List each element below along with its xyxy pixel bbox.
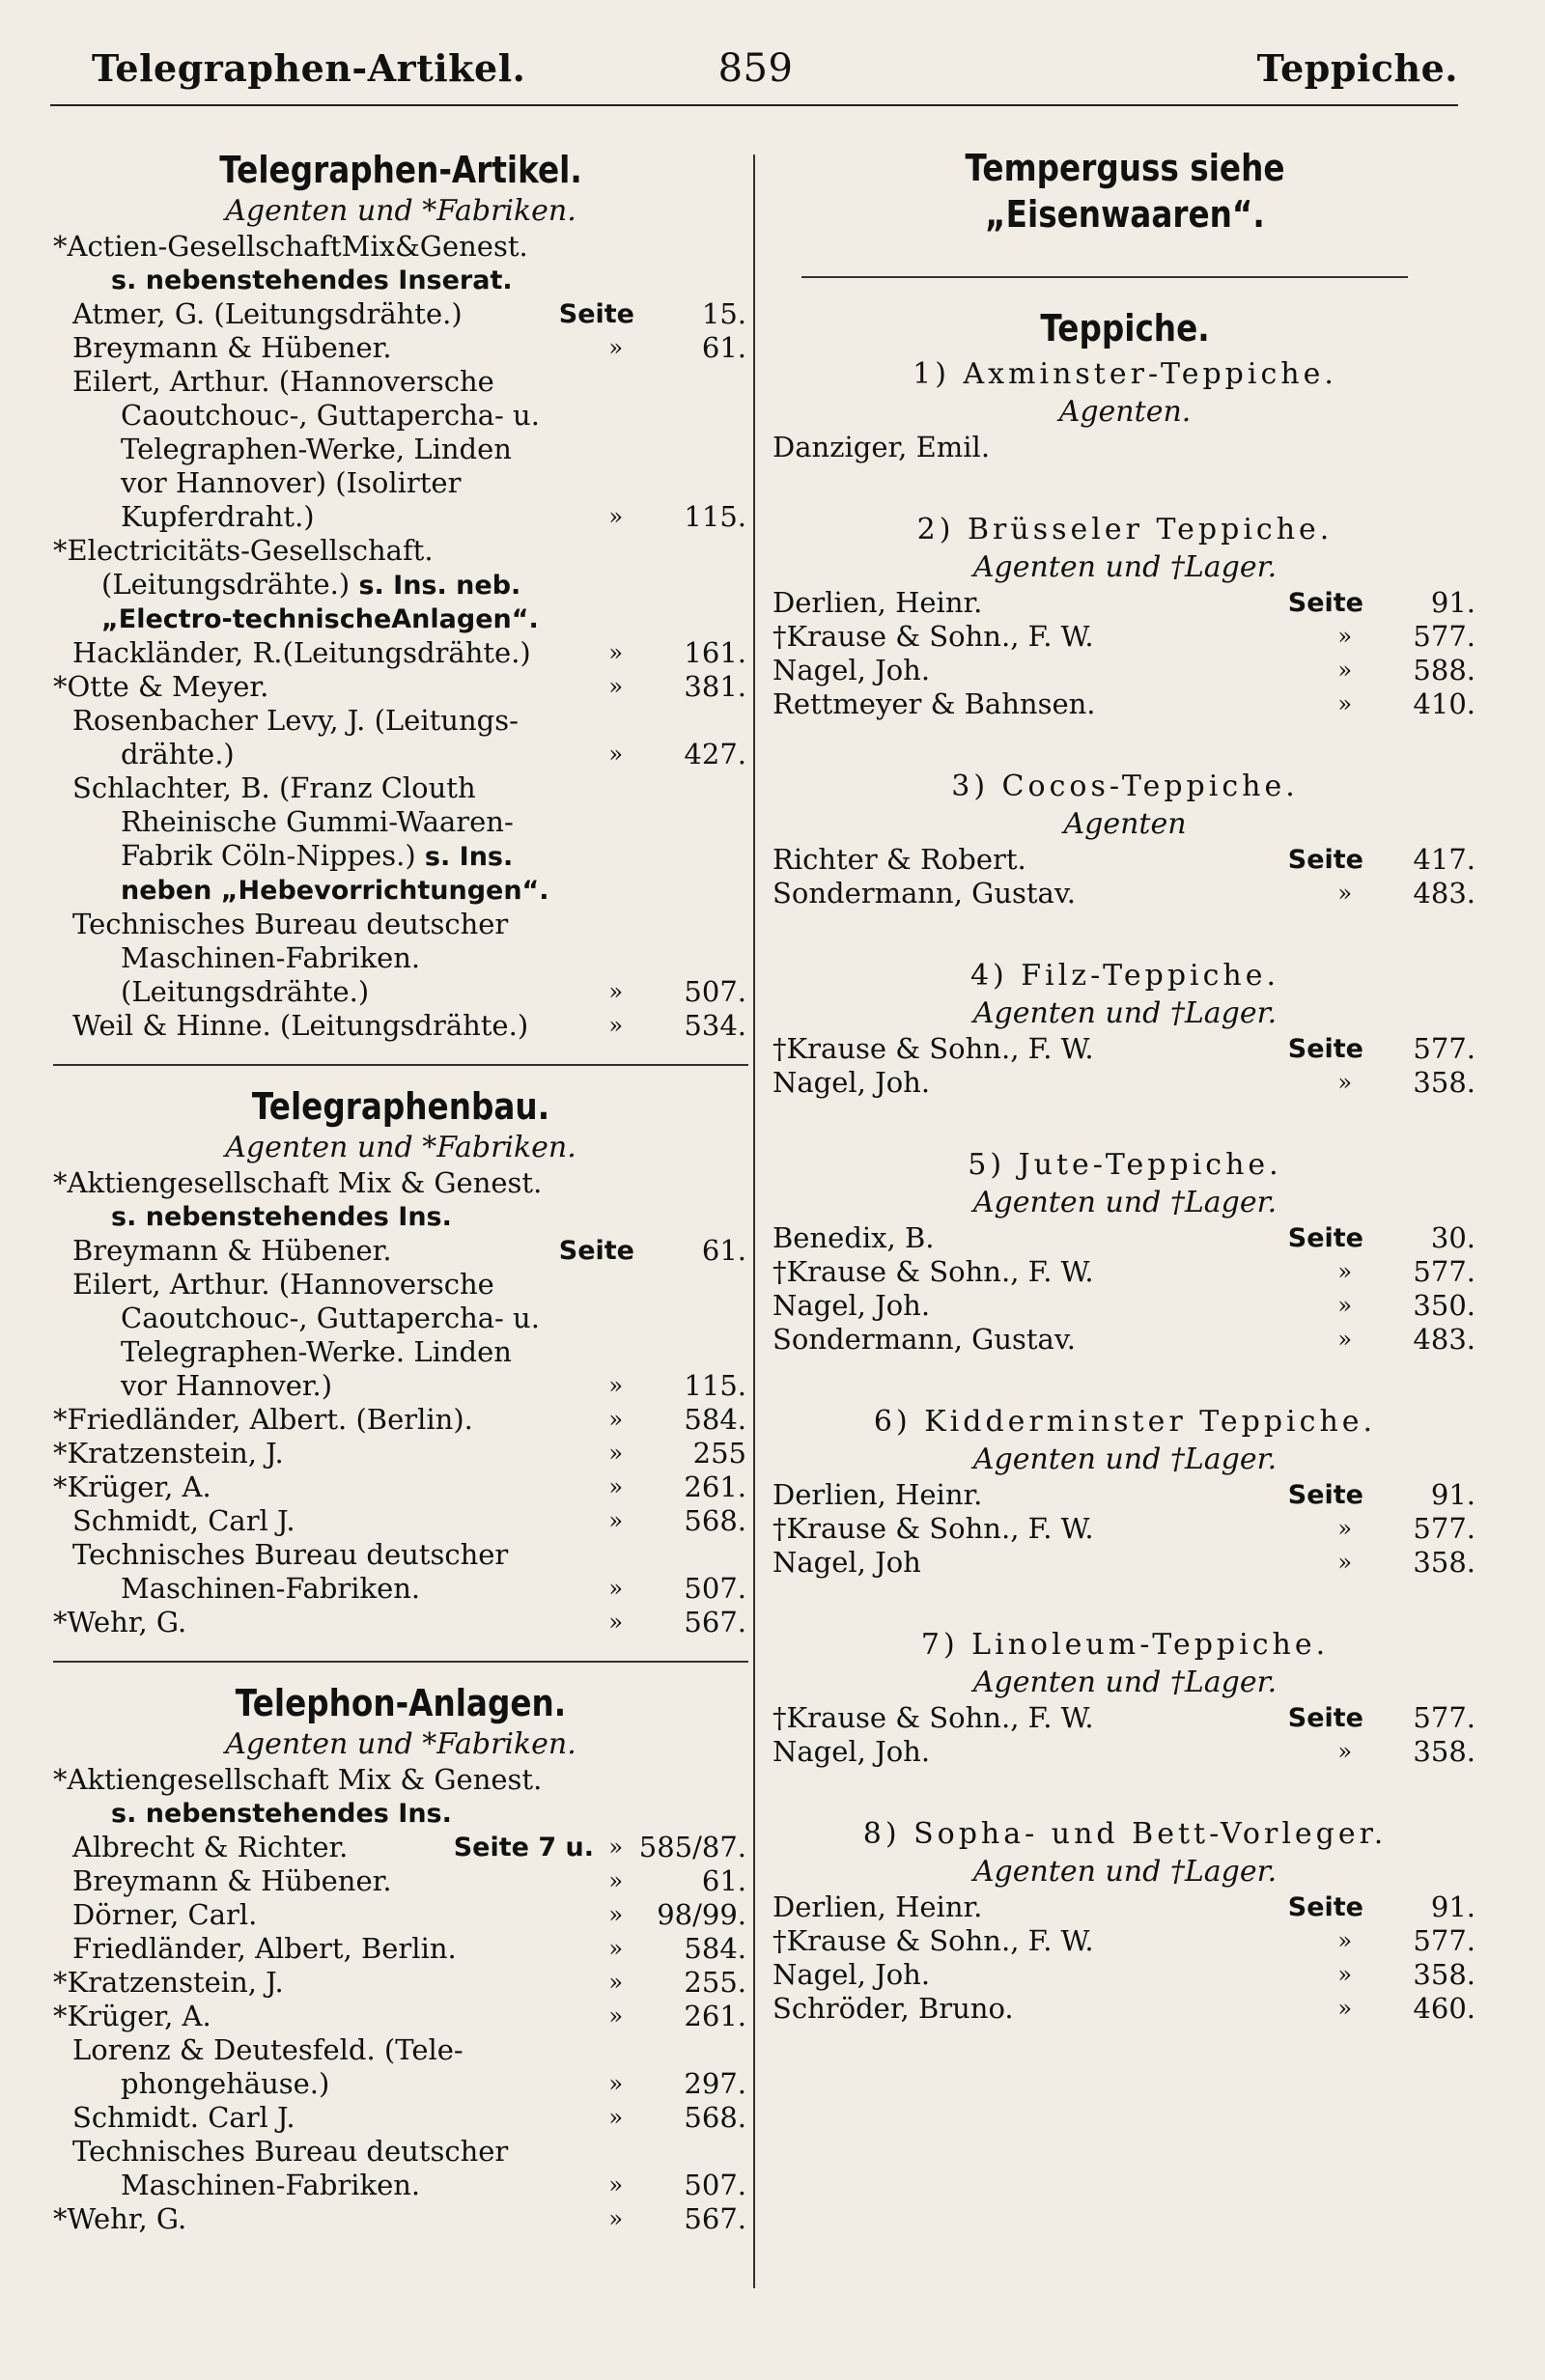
list-item: Nagel, Joh. » 358.	[772, 1958, 1475, 1991]
page-number: 859	[717, 46, 794, 91]
subsection-title: 6) Kidderminster Teppiche.	[873, 1405, 1377, 1439]
page-ref: 483.	[1413, 877, 1475, 910]
page-ref: 577.	[1413, 1032, 1475, 1065]
insert-note: s. Ins. neb.	[358, 571, 521, 601]
list-item: †Krause & Sohn., F. W. » 577.	[772, 620, 1475, 653]
subsection-title: 4) Filz-Teppiche.	[969, 959, 1280, 993]
page-ref: 61.	[701, 1234, 746, 1267]
page-ref: 588.	[1413, 654, 1475, 686]
section-legend: Agenten und †Lager.	[972, 996, 1278, 1030]
list-item: Atmer, G. (Leitungsdrähte.) Seite 15.	[72, 297, 746, 330]
left-column	[53, 143, 748, 2236]
section-legend: Agenten und *Fabriken.	[225, 1131, 576, 1164]
ditto-mark: »	[608, 2070, 623, 2097]
list-item: Weil & Hinne. (Leitungsdrähte.) » 534.	[72, 1009, 746, 1042]
section-telegraphenbau	[53, 1083, 748, 1639]
list-item: *Electricitäts-Gesellschaft. (Leitungsdrähte.) s. Ins. neb. „Electro-technischeAnlagen“.	[53, 534, 748, 636]
section-telephon-anlagen	[53, 1680, 748, 2236]
page-ref: 98/99.	[657, 1898, 746, 1931]
ditto-mark: »	[1337, 657, 1352, 684]
list-item: Rosenbacher Levy, J. (Leitungs- drähte.) » 427.	[72, 704, 746, 770]
list-item: Sondermann, Gustav. » 483.	[772, 1323, 1475, 1356]
page-ref: 507.	[684, 975, 746, 1008]
ditto-mark: »	[608, 1609, 623, 1636]
ditto-mark: »	[1337, 1515, 1352, 1542]
page-ref: 585/87.	[638, 1831, 746, 1863]
ditto-mark: »	[1337, 623, 1352, 650]
list-item: Sondermann, Gustav. » 483.	[772, 877, 1475, 910]
page-ref: 410.	[1413, 687, 1475, 720]
seite-label: Seite	[1287, 1703, 1363, 1733]
ditto-mark: »	[608, 1969, 623, 1996]
page-ref: 534.	[684, 1009, 746, 1042]
ditto-mark: »	[608, 2104, 623, 2131]
list-item: Schmidt, Carl J. » 568.	[72, 1504, 746, 1537]
list-item: Breymann & Hübener. » 61.	[72, 1864, 746, 1897]
ditto-mark: »	[608, 1473, 623, 1500]
page-ref: 91.	[1430, 1478, 1475, 1511]
list-item: Hackländer, R.(Leitungsdrähte.) » 161.	[72, 636, 746, 669]
ditto-mark: »	[608, 503, 623, 530]
ditto-mark: »	[608, 1935, 623, 1962]
page-ref: 584.	[684, 1403, 746, 1436]
ditto-mark: »	[608, 1507, 623, 1534]
subsection-title: 2) Brüsseler Teppiche.	[916, 513, 1334, 546]
list-item: Nagel, Joh. » 350.	[772, 1289, 1475, 1322]
list-item: Dörner, Carl. » 98/99.	[72, 1898, 746, 1931]
list-item: Schlachter, B. (Franz Clouth Rheinische Gummi-Waaren- Fabrik Cöln-Nippes.) s. Ins. neben „Hebevorrichtungen“.	[53, 771, 748, 908]
section-title: Telegraphen-Artikel.	[219, 149, 582, 191]
list-item: Friedländer, Albert, Berlin. » 584.	[72, 1932, 746, 1965]
ditto-mark: »	[1337, 1927, 1352, 1954]
ditto-mark: »	[608, 741, 623, 768]
ditto-mark: »	[608, 1406, 623, 1433]
ditto-mark: »	[608, 1372, 623, 1399]
ditto-mark: »	[608, 2002, 623, 2030]
ditto-mark: »	[1337, 1549, 1352, 1576]
page-ref: 115.	[684, 1369, 746, 1402]
list-item: †Krause & Sohn., F. W. » 577.	[772, 1924, 1475, 1957]
insert-note: s. nebenstehendes Ins.	[111, 1202, 452, 1232]
ditto-mark: »	[608, 1867, 623, 1894]
section-legend: Agenten.	[1058, 395, 1192, 429]
page-ref: 567.	[684, 2202, 746, 2235]
page-ref: 577.	[1413, 1924, 1475, 1957]
ditto-mark: »	[1337, 1069, 1352, 1096]
page-ref: 568.	[684, 2101, 746, 2134]
section-legend: Agenten und †Lager.	[972, 1666, 1278, 1699]
seite-label: Seite	[1287, 1034, 1363, 1064]
seite-label: Seite	[558, 1236, 634, 1266]
section-legend: Agenten und *Fabriken.	[225, 194, 576, 228]
running-header	[53, 46, 1458, 104]
list-item: *Kratzenstein, J. » 255.	[53, 1966, 746, 1999]
subsection-title: 7) Linoleum-Teppiche.	[920, 1628, 1330, 1662]
list-item: Eilert, Arthur. (Hannoversche Caoutchouc-, Guttapercha- u. Telegraphen-Werke. Linden vor Hannover.) » 115.	[72, 1268, 746, 1402]
page-ref: 577.	[1413, 1512, 1475, 1545]
ditto-mark: »	[608, 1834, 623, 1861]
page-ref: 381.	[684, 670, 746, 703]
page-ref: 358.	[1413, 1546, 1475, 1579]
seite-label: Seite	[1287, 845, 1363, 875]
list-item: Derlien, Heinr. Seite 91.	[772, 586, 1475, 619]
section-telegraphen-artikel	[53, 147, 748, 1043]
page-ref: 30.	[1430, 1221, 1475, 1254]
list-item: Breymann & Hübener. Seite 61.	[72, 1234, 746, 1267]
list-item: Breymann & Hübener. » 61.	[72, 331, 746, 364]
section-legend: Agenten und †Lager.	[972, 550, 1278, 584]
list-item: *Kratzenstein, J. » 255	[53, 1437, 746, 1470]
list-item: *Krüger, A. » 261.	[53, 1470, 746, 1503]
list-item: *Actien-GesellschaftMix&Genest.	[53, 230, 528, 263]
list-item: Nagel, Joh. » 588.	[772, 654, 1475, 686]
header-left-title: Telegraphen-Artikel.	[92, 46, 526, 90]
section-teppiche	[772, 305, 1477, 2026]
list-item: *Otte & Meyer. » 381.	[53, 670, 746, 703]
list-item: Schröder, Bruno. » 460.	[772, 1992, 1475, 2025]
ditto-mark: »	[608, 334, 623, 361]
section-title-temperguss: Temperguss siehe „Eisenwaaren“.	[965, 147, 1285, 236]
ditto-mark: »	[1337, 1995, 1352, 2022]
subsection-title: 5) Jute-Teppiche.	[968, 1148, 1282, 1182]
page-ref: 161.	[684, 636, 746, 669]
insert-note: s. Ins.	[424, 842, 514, 872]
page-ref: 483.	[1413, 1323, 1475, 1356]
ditto-mark: »	[1337, 1326, 1352, 1353]
page-ref: 567.	[684, 1606, 746, 1638]
page-ref: 577.	[1413, 620, 1475, 653]
list-item: *Aktiengesellschaft Mix & Genest.	[53, 1166, 543, 1199]
page-ref: 460.	[1413, 1992, 1475, 2025]
ditto-mark: »	[608, 1440, 623, 1467]
right-column	[772, 143, 1477, 2026]
ditto-mark: »	[608, 2205, 623, 2232]
section-title: Telephon-Anlagen.	[235, 1682, 567, 1724]
page-ref: 358.	[1413, 1066, 1475, 1099]
ditto-mark: »	[1337, 690, 1352, 717]
page-ref: 297.	[684, 2067, 746, 2100]
page-ref: 61.	[701, 331, 746, 364]
list-item: Derlien, Heinr. Seite 91.	[772, 1890, 1475, 1923]
list-item: Nagel, Joh. » 358.	[772, 1735, 1475, 1768]
list-item: Benedix, B. Seite 30.	[772, 1221, 1475, 1254]
section-title: Telegraphenbau.	[251, 1085, 550, 1128]
ditto-mark: »	[608, 1012, 623, 1039]
section-title: Teppiche.	[1040, 307, 1210, 350]
list-item: Eilert, Arthur. (Hannoversche Caoutchouc-, Guttapercha- u. Telegraphen-Werke, Linden vor Hannover) (Isolirter Kupferdraht.) » 115.	[72, 365, 746, 533]
list-item: Technisches Bureau deutscher Maschinen-Fabriken. (Leitungsdrähte.) » 507.	[72, 908, 746, 1008]
ditto-mark: »	[1337, 880, 1352, 907]
ditto-mark: »	[608, 1901, 623, 1928]
page-ref: 255	[692, 1437, 746, 1470]
section-legend: Agenten und †Lager.	[972, 1186, 1278, 1219]
page-ref: 584.	[684, 1932, 746, 1965]
insert-note: s. nebenstehendes Ins.	[111, 1799, 452, 1829]
ditto-mark: »	[608, 673, 623, 700]
ditto-mark: »	[608, 978, 623, 1005]
ditto-mark: »	[608, 1575, 623, 1602]
list-item: †Krause & Sohn., F. W. Seite 577.	[772, 1032, 1475, 1065]
column-divider	[753, 154, 755, 2288]
page-ref: 61.	[701, 1864, 746, 1897]
header-rule	[50, 104, 1458, 106]
page-ref: 91.	[1430, 1890, 1475, 1923]
list-item: Schmidt. Carl J. » 568.	[72, 2101, 746, 2134]
page-ref: 261.	[684, 2000, 746, 2032]
page-ref: 91.	[1430, 586, 1475, 619]
section-divider	[801, 276, 1408, 278]
ditto-mark: »	[608, 639, 623, 666]
seite-label: Seite	[1287, 1223, 1363, 1253]
list-item: †Krause & Sohn., F. W. Seite 577.	[772, 1701, 1475, 1734]
list-item: Albrecht & Richter. Seite 7 u. » 585/87.	[72, 1831, 746, 1863]
page-ref: 427.	[684, 738, 746, 770]
insert-note: neben „Hebevorrichtungen“.	[121, 876, 549, 906]
page-ref: 358.	[1413, 1735, 1475, 1768]
page-ref: 507.	[684, 2169, 746, 2201]
section-divider	[53, 1661, 748, 1663]
section-legend: Agenten und †Lager.	[972, 1442, 1278, 1476]
header-right-title: Teppiche.	[1256, 46, 1458, 90]
ditto-mark: »	[1337, 1738, 1352, 1765]
section-legend: Agenten	[1063, 807, 1187, 841]
list-item: *Wehr, G. » 567.	[53, 1606, 746, 1638]
seite-label: Seite	[1287, 1480, 1363, 1510]
list-item: Technisches Bureau deutscher Maschinen-Fabriken. » 507.	[72, 2135, 746, 2201]
page-ref: 417.	[1413, 843, 1475, 876]
page-ref: 255.	[684, 1966, 746, 1999]
ditto-mark: »	[1337, 1258, 1352, 1285]
seite-label: Seite 7 u.	[453, 1833, 594, 1862]
subsection-title: 8) Sopha- und Bett-Vorleger.	[862, 1817, 1388, 1851]
page-ref: 568.	[684, 1504, 746, 1537]
seite-label: Seite	[1287, 1892, 1363, 1922]
section-divider	[53, 1064, 748, 1066]
seite-label: Seite	[1287, 588, 1363, 618]
page-ref: 507.	[684, 1572, 746, 1605]
list-item: *Krüger, A. » 261.	[53, 2000, 746, 2032]
ditto-mark: »	[1337, 1292, 1352, 1319]
list-item: *Wehr, G. » 567.	[53, 2202, 746, 2235]
subsection-title: 3) Cocos-Teppiche.	[951, 770, 1299, 803]
list-item: Nagel, Joh » 358.	[772, 1546, 1475, 1579]
seite-label: Seite	[558, 299, 634, 329]
list-item: Nagel, Joh. » 358.	[772, 1066, 1475, 1099]
list-item: †Krause & Sohn., F. W. » 577.	[772, 1512, 1475, 1545]
page-ref: 15.	[701, 297, 746, 330]
page-ref: 577.	[1413, 1255, 1475, 1288]
list-item: Technisches Bureau deutscher Maschinen-Fabriken. » 507.	[72, 1538, 746, 1605]
section-legend: Agenten und *Fabriken.	[225, 1727, 576, 1761]
list-item: Rettmeyer & Bahnsen. » 410.	[772, 687, 1475, 720]
section-legend: Agenten und †Lager.	[972, 1855, 1278, 1889]
list-item: Danziger, Emil.	[772, 431, 991, 463]
subsection-title: 1) Axminster-Teppiche.	[913, 357, 1337, 391]
page-ref: 261.	[684, 1470, 746, 1503]
list-item: *Friedländer, Albert. (Berlin). » 584.	[53, 1403, 746, 1436]
page-ref: 577.	[1413, 1701, 1475, 1734]
ditto-mark: »	[608, 2171, 623, 2198]
insert-note: s. nebenstehendes Inserat.	[111, 266, 513, 295]
list-item: Richter & Robert. Seite 417.	[772, 843, 1475, 876]
insert-note: „Electro-technischeAnlagen“.	[101, 604, 539, 634]
list-item: *Aktiengesellschaft Mix & Genest.	[53, 1763, 543, 1796]
list-item: Lorenz & Deutesfeld. (Tele- phongehäuse.) » 297.	[72, 2033, 746, 2100]
list-item: †Krause & Sohn., F. W. » 577.	[772, 1255, 1475, 1288]
ditto-mark: »	[1337, 1961, 1352, 1988]
list-item: Derlien, Heinr. Seite 91.	[772, 1478, 1475, 1511]
page-ref: 350.	[1413, 1289, 1475, 1322]
page-ref: 358.	[1413, 1958, 1475, 1991]
page-ref: 115.	[684, 500, 746, 533]
